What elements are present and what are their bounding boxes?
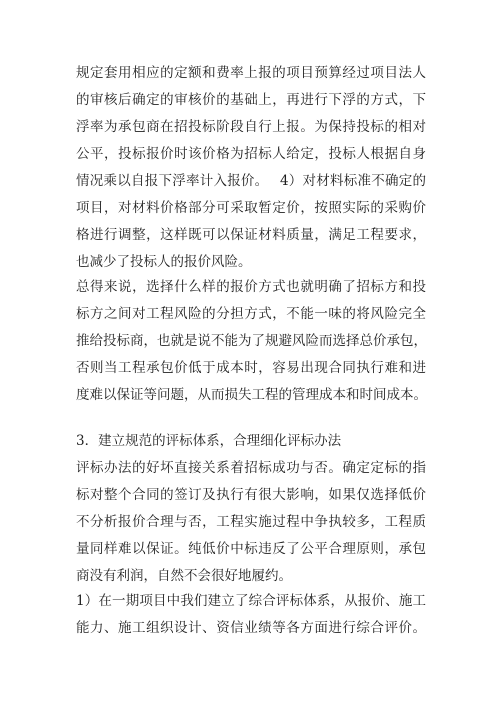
text-line: 浮率为承包商在招投标阶段自行上报。为保持投标的相对	[76, 119, 426, 135]
text-line: 格进行调整，这样既可以保证材料质量，满足工程要求，	[76, 227, 426, 243]
section-heading: 3．建立规范的评标体系，合理细化评标办法	[76, 433, 342, 449]
text-line: 否则当工程承包价低于成本时，容易出现合同执行难和进	[76, 360, 426, 376]
text-line: 度难以保证等问题，从而损失工程的管理成本和时间成本。	[76, 387, 427, 403]
text-line: 量同样难以保证。纯低价中标违反了公平合理原则，承包	[76, 541, 426, 557]
text-line: 评标办法的好坏直接关系着招标成功与否。确定定标的指	[76, 460, 426, 476]
text-line: 也减少了投标人的报价风险。	[76, 254, 252, 270]
text-line: 的审核后确定的审核价的基础上，再进行下浮的方式，下	[76, 92, 426, 108]
text-line: 标方之间对工程风险的分担方式，不能一味的将风险完全	[76, 306, 426, 322]
text-line: 公平，投标报价时该价格为招标人给定，投标人根据自身	[76, 146, 426, 162]
text-line: 1）在一期项目中我们建立了综合评标体系，从报价、施工	[76, 593, 426, 609]
text-line: 标对整个合同的签订及执行有很大影响，如果仅选择低价	[76, 487, 426, 503]
text-line: 项目，对材料价格部分可采取暂定价，按照实际的采购价	[76, 200, 426, 216]
text-line: 推给投标商，也就是说不能为了规避风险而选择总价承包，	[76, 333, 427, 349]
text-line: 规定套用相应的定额和费率上报的项目预算经过项目法人	[76, 65, 426, 81]
text-line: 能力、施工组织设计、资信业绩等各方面进行综合评价。	[76, 620, 426, 636]
text-line: 总得来说，选择什么样的报价方式也就明确了招标方和投	[76, 279, 426, 295]
text-line: 商没有利润，自然不会很好地履约。	[76, 568, 292, 584]
text-line: 不分析报价合理与否，工程实施过程中争执较多，工程质	[76, 514, 426, 530]
text-line: 情况乘以自报下浮率计入报价。 4）对材料标准不确定的	[76, 173, 426, 189]
